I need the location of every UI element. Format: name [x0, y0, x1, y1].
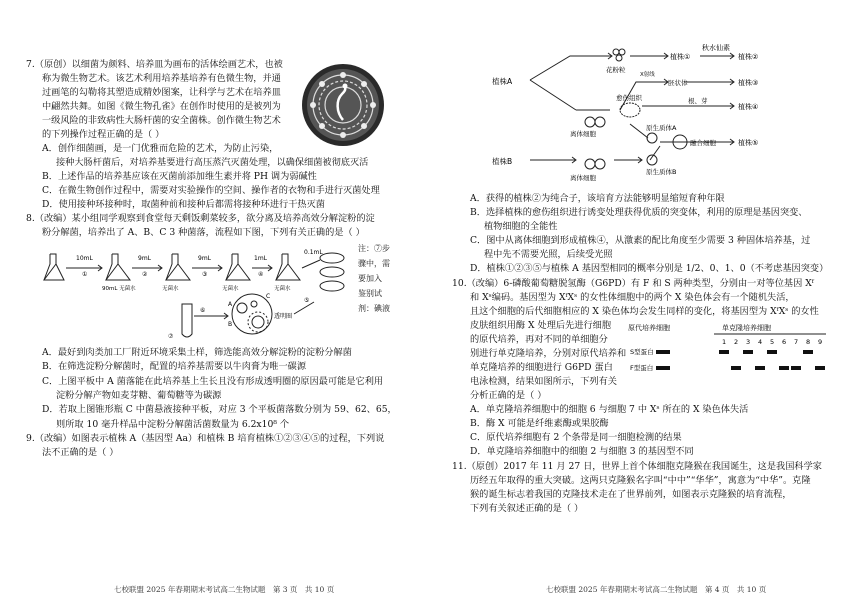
step-4: ④ — [258, 271, 264, 278]
q7-line: 一级风险的非致病性大肠杆菌的安全菌株。创作微生物艺术 — [42, 115, 281, 126]
q10-option-a: A．单克隆培养细胞中的细胞 6 与细胞 7 中 Xˢ 所在的 X 染色体失活 — [470, 404, 749, 415]
q7-option-d: D．使用接种环接种时，取菌种前和接种后都需将接种环进行干热灭菌 — [42, 199, 325, 210]
lane-number: 5 — [770, 338, 775, 346]
note-line: 注：⑦步 — [358, 244, 390, 253]
gel-band — [719, 350, 729, 354]
q11-line: 11.（原创）2017 年 11 月 27 日，世界上首个体细胞克隆猴在我国诞生，这是我国科学家 — [452, 461, 822, 472]
fig-label-1ml: 1mL — [254, 255, 268, 262]
q10-line: 分析正确的是（ ） — [470, 390, 547, 401]
colchicine-label: 秋水仙素 — [702, 44, 730, 52]
fig-label-water: 90mL 无菌水 — [102, 286, 136, 292]
gel-band — [767, 350, 777, 354]
note-line: 鉴别试 — [358, 289, 382, 298]
step-2: ② — [142, 271, 148, 278]
q8-line: 8.（改编）某小组同学观察到食堂每天剩饭剩菜较多，欲分离及培养高效分解淀粉的淀 — [26, 213, 375, 224]
q7-line: 称为微生物艺术。该艺术利用培养基培养有色微生物，并通 — [42, 73, 281, 84]
fig-label-10ml: 10mL — [76, 255, 93, 262]
q8-option-c: C．上图平板中 A 菌落能在此培养基上生长且没有形成透明圈的原因最可能是它利用 — [42, 376, 384, 387]
primary-f-band — [656, 366, 670, 370]
pollen-label: 花粉粒 — [606, 66, 626, 74]
plant-b-label: 植株B — [492, 157, 513, 166]
q8-option-c-cont: 淀粉分解产物如麦芽糖、葡萄糖等为碳源 — [56, 390, 222, 401]
protoplast-b-label: 原生质体B — [646, 168, 677, 176]
lane-number: 2 — [734, 338, 739, 346]
gel-band — [743, 350, 753, 354]
gel-band — [731, 366, 741, 370]
plant-a-label: 植株A — [492, 77, 513, 86]
q9-line: 9.（改编）如图表示植株 A（基因型 Aa）和植株 B 培育植株①②③④⑤的过程，下列说 — [26, 433, 385, 444]
plant-breeding-diagram — [490, 26, 830, 186]
page-footer: 七校联盟 2025 年春期期末考试高二生物试题 第 3 页 共 10 页 — [114, 585, 335, 594]
gel-band — [803, 350, 813, 354]
q7-option-a-cont: 接种大肠杆菌后，对培养基要进行高压蒸汽灭菌处理，以确保细菌被彻底灭活 — [56, 157, 369, 168]
embryo-label: 胚状体 — [668, 79, 688, 87]
page-4 — [430, 0, 860, 609]
q8-option-a: A．最好到肉类加工厂附近环境采集土样，筛选能高效分解淀粉的淀粉分解菌 — [42, 347, 352, 358]
xray-label: X射线 — [640, 72, 655, 78]
protoplast-a-label: 原生质体A — [646, 124, 677, 132]
figure-note — [358, 244, 390, 314]
lane-number: 4 — [758, 338, 763, 346]
q10-line: 和 Xˢ编码。基因型为 XᶠXˢ 的女性体细胞中的两个 X 染色体会有一个随机失活， — [470, 292, 795, 303]
dilution-flow-diagram — [42, 242, 352, 342]
plant-5-label: 植株⑤ — [738, 139, 759, 147]
isolated-cells-label: 离体细胞 — [570, 174, 596, 182]
plant-2-label: 植株② — [738, 53, 759, 61]
q9-option-c: C．图中从离体细胞到形成植株④，从激素的配比角度至少需要 3 种固体培养基，过 — [470, 235, 811, 246]
colony-a-label: A — [228, 301, 233, 308]
root-bud-label: 根、芽 — [688, 97, 708, 105]
halo-label: 透明圈 — [274, 313, 293, 320]
q9-option-a: A．获得的植株②为纯合子，该培育方法能够明显缩短育种年限 — [470, 193, 725, 204]
q9-option-b: B．选择植株的愈伤组织进行诱变处理获得优质的突变体，利用的原理是基因突变、 — [470, 207, 808, 218]
gel-electrophoresis-figure — [626, 320, 836, 392]
q10-line: 单克隆培养的细胞进行 G6PD 蛋白 — [470, 362, 613, 373]
lane-number: 8 — [806, 338, 811, 346]
step-5: ⑤ — [304, 297, 310, 304]
colony-c-label: C — [266, 293, 271, 300]
plant-4-label: 植株④ — [738, 103, 759, 111]
q8-option-d: D．若取上图锥形瓶 C 中菌悬液接种平板，对应 3 个平板菌落数分别为 59、62、65， — [42, 404, 397, 415]
q7-option-b: B．上述作品的培养基应该在灭菌前添加维生素并将 PH 调为弱碱性 — [42, 171, 317, 182]
q10-line: 电泳检测，结果如图所示，下列有关 — [470, 376, 617, 387]
s-protein-label: S型蛋白 — [630, 348, 654, 356]
gel-band — [755, 366, 765, 370]
callus-label: 愈伤组织 — [616, 94, 642, 102]
page-footer: 七校联盟 2025 年春期期末考试高二生物试题 第 4 页 共 10 页 — [546, 585, 767, 594]
q9-option-b-cont: 植物细胞的全能性 — [484, 221, 558, 232]
note-line: 骤中，需 — [358, 259, 390, 268]
primary-culture-header: 原代培养细胞 — [628, 324, 670, 332]
q11-line: 下列有关叙述正确的是（ ） — [470, 503, 584, 514]
fig-label-01ml: 0.1mL — [304, 249, 323, 256]
q8-line: 粉分解菌，培养出了 A、B、C 3 种菌落，流程如下图，下列有关正确的是（ ） — [42, 227, 365, 238]
q7-line: 中翩然共舞。如图《微生物孔雀》在创作时使用的是被列为 — [42, 101, 281, 112]
fused-cell-label: 融合细胞 — [690, 139, 716, 147]
lane-number: 7 — [794, 338, 799, 346]
gel-band — [779, 366, 789, 370]
q10-line: 别进行单克隆培养，分别对原代培养和 — [470, 348, 627, 359]
gel-band — [791, 366, 801, 370]
q7-line: 7.（原创）以细菌为颜料、培养皿为画布的活体绘画艺术，也被 — [26, 59, 283, 70]
gel-band — [815, 366, 825, 370]
isolated-cells-label: 离体细胞 — [570, 130, 596, 138]
colony-b-label: B — [228, 321, 233, 328]
q8-option-d-cont: 则所取 10 毫升样品中淀粉分解菌活菌数量为 6.2x10⁸ 个 — [56, 419, 290, 430]
fig-label-9ml: 9mL — [138, 255, 152, 262]
q7-option-a: A．创作细菌画，是一门优雅而危险的艺术，为防止污染， — [42, 143, 279, 154]
f-protein-label: F型蛋白 — [630, 364, 654, 372]
note-line: 剂：碘液 — [358, 304, 390, 313]
q10-option-b: B．酶 X 可能是纤维素酶或果胶酶 — [470, 418, 609, 429]
step-1: ① — [82, 271, 88, 278]
note-line: 要加入 — [358, 274, 382, 283]
q10-option-d: D．单克隆培养细胞中的细胞 2 与细胞 3 的基因型不同 — [470, 446, 694, 457]
peacock-petri-dish-image — [300, 62, 386, 148]
step-3: ③ — [202, 271, 208, 278]
plant-1-label: 植株① — [670, 53, 691, 61]
step-6: ⑥ — [200, 307, 206, 314]
q10-line: 皮肤组织用酶 X 处理后先进行细胞 — [470, 320, 612, 331]
fig-label-water: 无菌水 — [274, 286, 291, 292]
q9-line: 法不正确的是（ ） — [42, 447, 119, 458]
monoclonal-culture-header: 单克隆培养细胞 — [722, 324, 771, 332]
q11-line: 历经五年取得的重大突破。这两只克隆猴名字叫“中中”“华华”，寓意为“中华”。克隆 — [470, 475, 811, 486]
q8-option-b: B．在筛选淀粉分解菌时，配置的培养基需要以牛肉膏为唯一碳源 — [42, 361, 307, 372]
q10-line: 10.（改编）6-磷酸葡萄糖脱氢酶（G6PD）有 F 和 S 两种类型，分别由一对等位基因 Xᶠ — [452, 278, 814, 289]
primary-s-band — [656, 350, 670, 354]
q7-option-c: C．在微生物创作过程中，需要对实验操作的空间、操作者的衣物和手进行灭菌处理 — [42, 185, 380, 196]
fig-label-water: 无菌水 — [162, 286, 179, 292]
q7-line: 过画笔的勾勒将其塑造成精妙图案，让科学与艺术在培养皿 — [42, 87, 281, 98]
q11-line: 猴的诞生标志着我国的克隆技术走在了世界前列，如图表示克隆猴的培育流程， — [470, 489, 792, 500]
lane-number: 9 — [818, 338, 823, 346]
fig-label-9ml: 9mL — [198, 255, 212, 262]
plant-3-label: 植株③ — [738, 79, 759, 87]
q9-option-d: D．植株①②③⑤与植株 A 基因型相同的概率分别是 1/2、0、1、0（不考虑基因突变） — [470, 263, 829, 274]
step-7: ⑦ — [168, 333, 174, 340]
lane-number: 6 — [782, 338, 787, 346]
q7-line: 的下列操作过程正确的是（ ） — [42, 129, 165, 140]
q10-line: 的原代培养，再对不同的单细胞分 — [470, 334, 608, 345]
q10-line: 且这个细胞的后代细胞相应的 X 染色体均会发生同样的变化，将基因型为 XᶠXˢ 的女性 — [470, 306, 819, 317]
q10-option-c: C．原代培养细胞有 2 个条带是同一细胞检测的结果 — [470, 432, 682, 443]
lane-number: 1 — [722, 338, 727, 346]
lane-number: 3 — [746, 338, 751, 346]
fig-label-water: 无菌水 — [222, 286, 239, 292]
q9-option-c-cont: 程中先不需要光照，后续受光照 — [484, 249, 613, 260]
